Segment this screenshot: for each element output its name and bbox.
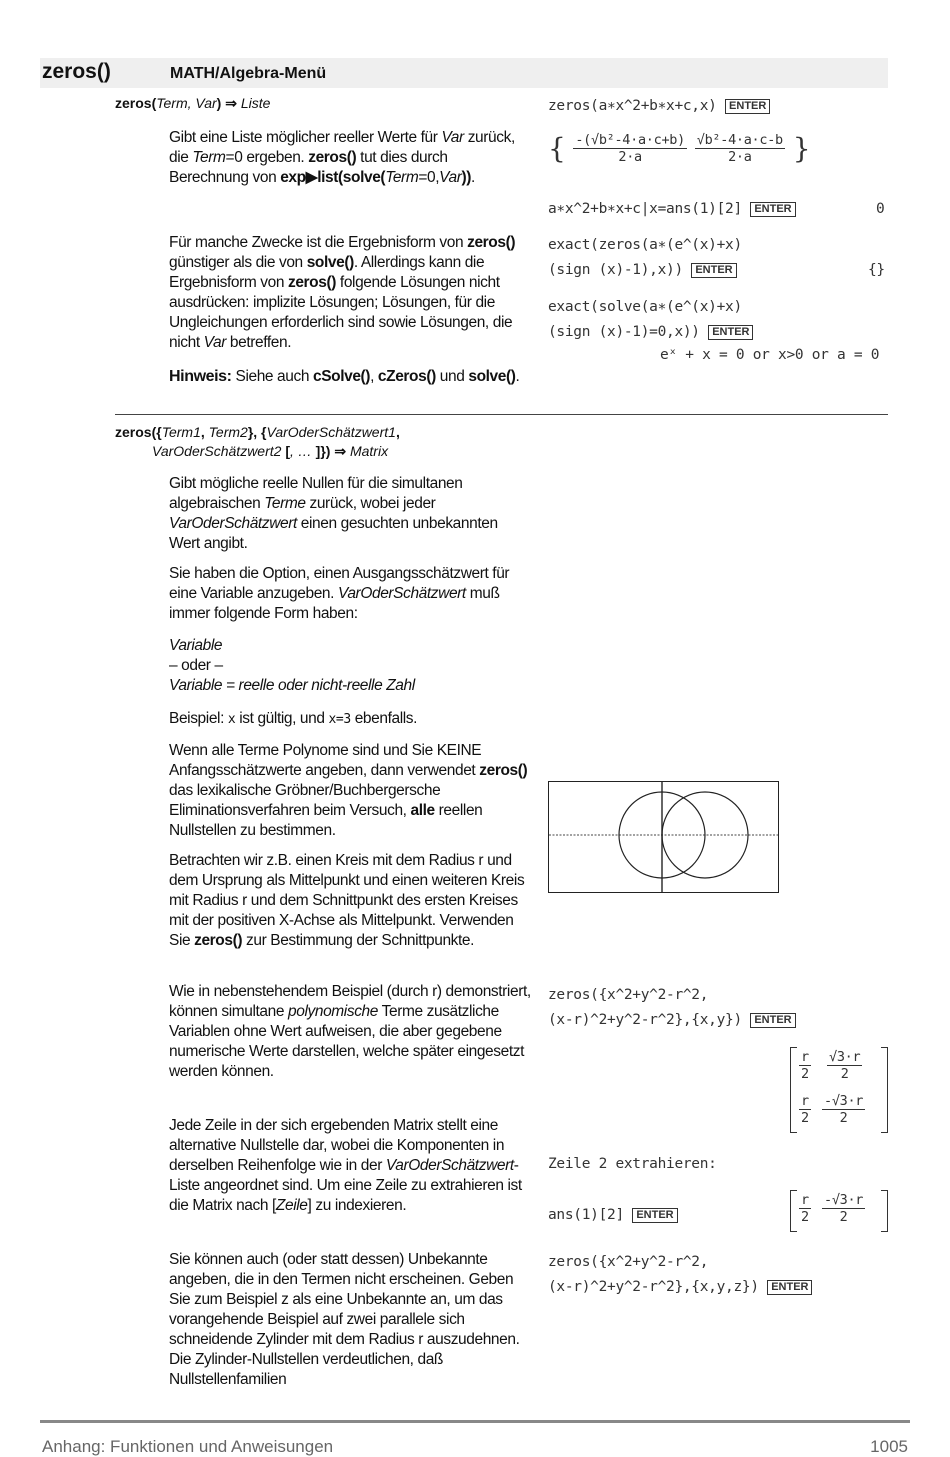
example-3-line1: exact(zeros(a∗(e^(x)+x): [548, 237, 742, 253]
page-number: 1005: [870, 1437, 908, 1456]
enter-key: ENTER: [691, 263, 736, 278]
description-10: Jede Zeile in der sich ergebenden Matrix stellt eine alternative Nullstelle dar, wobei die Komponenten in derselben Reihenfolge wie in der VarOderSchätzwert-Liste angeordnet sind. Um eine Zeile zu extrahieren ist die Matrix nach [Zeile] zu indexieren.: [169, 1117, 522, 1214]
footer-section-title: Anhang: Funktionen und Anweisungen: [42, 1437, 334, 1456]
section-divider: [115, 414, 888, 415]
enter-key: ENTER: [632, 1208, 677, 1223]
function-title: zeros(): [42, 60, 111, 83]
description-4: Sie haben die Option, einen Ausgangsschätzwert für eine Variable anzugeben. VarOderSchätzwert muß immer folgende Form haben:: [169, 565, 510, 622]
description-1: Gibt eine Liste möglicher reeller Werte für Var zurück, die Term=0 ergeben. zeros() tut dies durch Berechnung von exp▶list(solve(Term=0,Var)).: [169, 129, 515, 186]
example-1-result: { $\frac{\text{-(√b²-4·a·c+b)}}{2\cdot a}$ $\frac{\text{√b²-4·a·c-b}}{2\cdot a}$ }: [548, 132, 811, 165]
description-9: Wie in nebenstehendem Beispiel (durch r) demonstriert, können simultane polynomische Terme zusätzliche Variablen ohne Wert aufweisen, die aber gegebene numerische Werte darstellen, welche später eingesetzt werden können.: [169, 983, 531, 1080]
enter-key: ENTER: [750, 1013, 795, 1028]
description-6: Beispiel: x ist gültig, und x=3 ebenfalls.: [169, 710, 418, 727]
note-hinweis: Hinweis: Siehe auch cSolve(), cZeros() und solve().: [169, 368, 520, 385]
enter-key: ENTER: [725, 99, 770, 114]
description-8: Betrachten wir z.B. einen Kreis mit dem Radius r und dem Ursprung als Mittelpunkt und einen weiteren Kreis mit Radius r und dem Schnittpunkt des ersten Kreises mit der positiven X-Achse als Mittelpunkt. Verwenden Sie zeros() zur Bestimmung der Schnittpunkte.: [169, 852, 525, 949]
example-5-line2: (x-r)^2+y^2-r^2},{x,y}) ENTER: [548, 1012, 796, 1028]
example-5-line1: zeros({x^2+y^2-r^2,: [548, 987, 709, 1003]
example-6-label: Zeile 2 extrahieren:: [548, 1156, 717, 1172]
example-1-input: zeros(a∗x^2+b∗x+c,x) ENTER: [548, 98, 770, 114]
syntax-2-line1: zeros({Term1, Term2}, {VarOderSchätzwert1,: [115, 424, 400, 440]
circles-graph: [548, 781, 779, 893]
example-4-line1: exact(solve(a∗(e^(x)+x): [548, 299, 742, 315]
enter-key: ENTER: [767, 1280, 812, 1295]
description-11: Sie können auch (oder statt dessen) Unbekannte angeben, die in den Termen nicht erscheinen. Geben Sie zum Beispiel z als eine Unbekannte an, um das vorangehende Beispiel auf zwei parallele sich schneidende Zylinder mit dem Radius r auszudehnen. Die Zylinder-Nullstellen verdeutlichen, daß Nullstellenfamilien: [169, 1251, 520, 1388]
example-2-result: 0: [876, 201, 885, 217]
example-7-line2: (x-r)^2+y^2-r^2},{x,y,z}) ENTER: [548, 1279, 812, 1295]
result-matrix-2: $\frac{r}{2}$ $\frac{-√3\cdot r}{2}$: [790, 1190, 888, 1232]
example-2-input: a∗x^2+b∗x+c|x=ans(1)[2] ENTER: [548, 201, 796, 217]
description-7: Wenn alle Terme Polynome sind und Sie KEINE Anfangsschätzwerte angeben, dann verwendet zeros() das lexikalische Gröbner/Buchbergersche Eliminationsverfahren beim Versuch, alle reellen Nullstellen zu bestimmen.: [169, 742, 528, 839]
example-3-result: {}: [868, 262, 885, 278]
description-2: Für manche Zwecke ist die Ergebnisform von zeros() günstiger als die von solve(). Allerdings kann die Ergebnisform von zeros() folgende Lösungen nicht ausdrücken: implizite Lösungen; Lösungen, für die Ungleichungen erforderlich sind sowie Lösungen, die nicht Var betreffen.: [169, 234, 516, 351]
enter-key: ENTER: [708, 325, 753, 340]
footer-rule: [40, 1420, 910, 1423]
syntax-2-line2: VarOderSchätzwert2 [, … ]}) ⇒ Matrix: [152, 443, 389, 459]
example-4-result: eˣ + x = 0 or x>0 or a = 0: [660, 347, 880, 363]
description-3: Gibt mögliche reelle Nullen für die simultanen algebraischen Terme zurück, wobei jeder VarOderSchätzwert einen gesuchten unbekannten Wert angibt.: [169, 475, 498, 552]
menu-path: MATH/Algebra-Menü: [170, 65, 327, 82]
syntax-1: zeros(Term, Var) ⇒ Liste: [115, 95, 271, 111]
result-matrix-1: $\frac{r}{2}$ $\frac{√3\cdot r}{2}$ $\frac{r}{2}$ $\frac{-√3\cdot r}{2}$: [790, 1047, 888, 1133]
example-4-line2: (sign (x)-1)=0,x)) ENTER: [548, 324, 753, 340]
example-3-line2: (sign (x)-1),x)) ENTER: [548, 262, 737, 278]
entry-header-band: [40, 58, 888, 88]
example-7-line1: zeros({x^2+y^2-r^2,: [548, 1254, 709, 1270]
enter-key: ENTER: [750, 202, 795, 217]
example-6-input: ans(1)[2] ENTER: [548, 1207, 678, 1223]
description-5: Variable – oder – Variable = reelle oder nicht-reelle Zahl: [169, 637, 415, 694]
